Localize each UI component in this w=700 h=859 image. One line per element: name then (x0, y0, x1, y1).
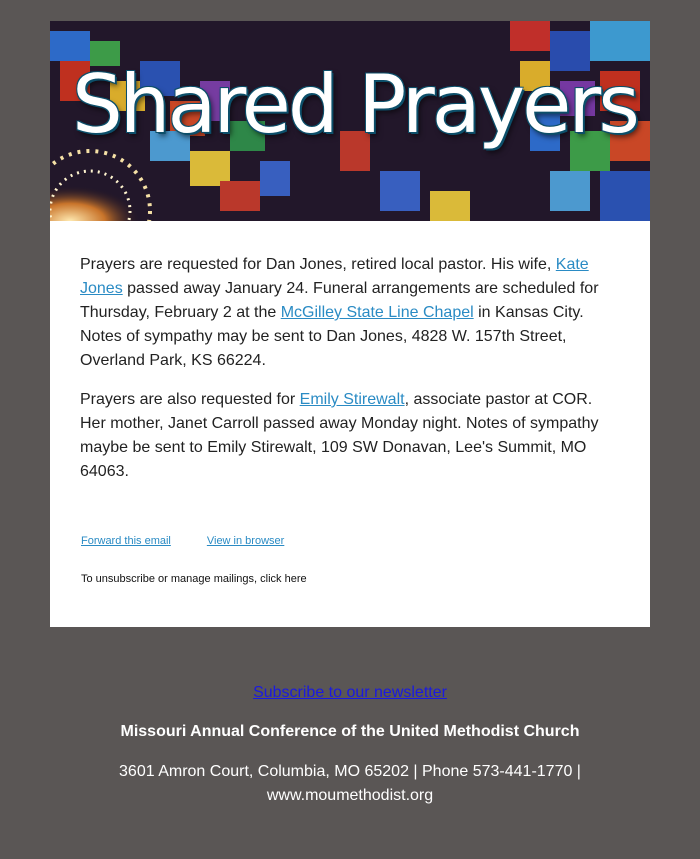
prayer-paragraph-1 (80, 253, 620, 373)
address-line: 3601 Amron Court, Columbia, MO 65202 | Phone 573-441-1770 | (119, 763, 581, 780)
email-card (50, 21, 650, 627)
email-content (50, 221, 650, 585)
subscribe-link[interactable]: Subscribe to our newsletter (253, 684, 447, 701)
kate-jones-link[interactable]: Kate Jones (80, 256, 589, 297)
prayer-paragraph-2 (80, 388, 620, 484)
banner-title: Shared Prayers (72, 58, 637, 151)
para2-text-2: , associate pastor at COR. Her mother, Janet Carroll passed away Monday night. Notes of sympathy maybe be sent to Emily Stirewalt, 109 SW Donavan, Lee's Summit, MO 64063. (80, 391, 599, 480)
para2-text-1: Prayers are also requested for (80, 391, 300, 408)
unsubscribe-text[interactable]: To unsubscribe or manage mailings, click here (81, 573, 307, 585)
view-in-browser-link[interactable]: View in browser (206, 535, 285, 547)
chapel-link[interactable]: McGilley State Line Chapel (280, 304, 474, 321)
organization-address (0, 760, 700, 808)
banner-image (50, 21, 650, 221)
website-text: www.moumethodist.org (266, 787, 434, 804)
emily-stirewalt-link[interactable]: Emily Stirewalt (299, 391, 405, 408)
organization-name: Missouri Annual Conference of the United Methodist Church (120, 723, 580, 740)
footer (0, 684, 700, 808)
para1-text-3: in Kansas City. Notes of sympathy may be sent to Dan Jones, 4828 W. 157th Street, Overland Park, KS 66224. (80, 304, 584, 369)
email-actions (80, 535, 620, 547)
para1-text-2: passed away January 24. Funeral arrangements are scheduled for Thursday, February 2 at the (80, 280, 599, 321)
forward-email-link[interactable]: Forward this email (81, 535, 171, 547)
para1-text-1: Prayers are requested for Dan Jones, retired local pastor. His wife, (80, 256, 556, 273)
